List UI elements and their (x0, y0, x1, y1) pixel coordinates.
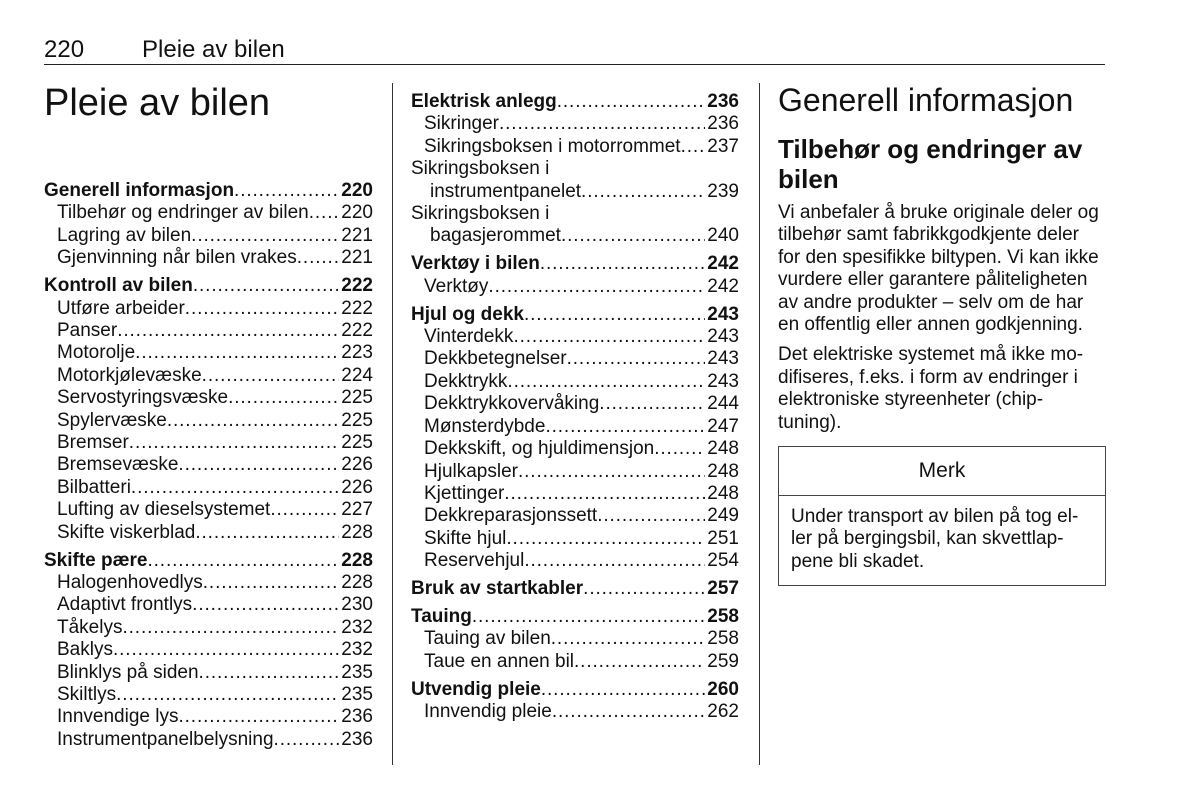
toc-page-number: 230 (341, 594, 373, 616)
toc-entry-label: Mønsterdybde (424, 415, 546, 437)
toc-entry-label: Tåkelys (57, 616, 123, 638)
leader-dots (234, 180, 339, 202)
leader-dots (192, 594, 339, 616)
toc-entry-label: Hjulkapsler (424, 460, 518, 482)
toc-entry-link[interactable] (44, 298, 373, 320)
note-box (778, 446, 1106, 586)
leader-dots (199, 662, 340, 684)
toc-page-number: 249 (707, 505, 739, 527)
leader-dots (472, 606, 705, 628)
toc-entry-label: Bilbatteri (57, 476, 131, 498)
toc-page-number: 236 (707, 91, 739, 112)
toc-entry-label: Kjettinger (424, 482, 505, 504)
toc-entry-continuation (411, 181, 739, 203)
toc-page-number: 254 (707, 550, 739, 572)
toc-group (411, 578, 739, 600)
toc-page-number: 258 (707, 628, 739, 650)
toc-page-number: 235 (341, 683, 373, 705)
toc-entry-link[interactable] (411, 136, 739, 158)
leader-dots (524, 304, 705, 326)
toc-entry-label: Vinterdekk (424, 326, 514, 348)
toc-entry-label: Blinklys på siden (57, 661, 199, 683)
toc-chapter-label: Hjul og dekk (411, 303, 524, 325)
running-title: Pleie av bilen (142, 36, 285, 63)
leader-dots (202, 365, 340, 387)
toc-entry-link[interactable] (44, 365, 373, 387)
toc-chapter-link[interactable] (411, 679, 739, 701)
toc-entry-label: Instrumentpanelbelysning (57, 728, 274, 750)
toc-chapter-label: Elektrisk anlegg (411, 91, 557, 112)
toc-page-number: 247 (707, 415, 739, 437)
toc-entry-label: Panser (57, 319, 118, 341)
toc-entry-link[interactable] (411, 348, 739, 370)
leader-dots (524, 550, 705, 572)
leader-dots (561, 225, 705, 247)
toc-entry-link[interactable] (44, 320, 373, 342)
toc-page-number: 239 (707, 180, 739, 202)
toc-page-number: 257 (707, 578, 739, 600)
toc-entry-link[interactable] (44, 729, 373, 751)
toc-page-number: 235 (341, 661, 373, 683)
toc-entry-label: Skifte viskerblad (57, 521, 196, 543)
leader-dots (193, 275, 339, 297)
toc-entry-link[interactable] (411, 276, 739, 298)
toc-entry-link[interactable] (411, 628, 739, 650)
leader-dots (178, 454, 339, 476)
toc-page-number: 228 (341, 521, 373, 543)
toc-page-number: 258 (707, 605, 739, 627)
toc-entry-label: Dekkbetegnelser (424, 348, 567, 370)
toc-entry-label: Motorkjølevæske (57, 364, 202, 386)
toc-entry-link[interactable] (411, 158, 739, 203)
toc-entry-link[interactable] (44, 202, 373, 224)
toc-entry-label: Innvendige lys (57, 706, 179, 728)
toc-page-number: 248 (707, 438, 739, 460)
toc-entry-link[interactable] (44, 432, 373, 454)
leader-dots (551, 628, 706, 650)
toc-entry-link[interactable] (44, 662, 373, 684)
toc-page-number: 251 (707, 527, 739, 549)
toc-entry-label: Baklys (57, 639, 113, 661)
toc-entry-link[interactable] (44, 522, 373, 544)
toc-entry-label: Lagring av bilen (57, 224, 192, 246)
toc-entry-label: Sikringer (424, 113, 499, 135)
toc-group (411, 606, 739, 673)
toc-page-number: 222 (341, 297, 373, 319)
toc-entry-link[interactable] (411, 416, 739, 438)
toc-entry-label: Lufting av dieselsystemet (57, 499, 271, 521)
leader-dots (545, 416, 705, 438)
toc-entry-link[interactable] (411, 701, 739, 723)
leader-dots (203, 572, 340, 594)
toc-page-number: 242 (707, 253, 739, 275)
section-title: Generell informasjon (778, 82, 1074, 118)
leader-dots (178, 706, 339, 728)
toc-entry-label: Reservehjul (424, 550, 525, 572)
leader-dots (135, 342, 339, 364)
toc-entry-label: Bremsevæske (57, 454, 179, 476)
leader-dots (131, 477, 339, 499)
toc-page-number: 240 (707, 225, 739, 247)
toc-chapter-label: Kontroll av bilen (44, 275, 193, 297)
toc-entry-label: Motorolje (57, 342, 136, 364)
toc-entry-link[interactable] (44, 594, 373, 616)
leader-dots (540, 253, 705, 275)
toc-page-number: 244 (707, 393, 739, 415)
toc-entry-link[interactable] (411, 326, 739, 348)
toc-entry-label: Utføre arbeider (57, 297, 185, 319)
toc-entry-link[interactable] (411, 461, 739, 483)
column-divider (759, 83, 760, 765)
leader-dots (541, 679, 705, 701)
toc-page-number: 243 (707, 370, 739, 392)
leader-dots (129, 432, 340, 454)
toc-entry-link[interactable] (44, 247, 373, 269)
toc-entry-link[interactable] (44, 454, 373, 476)
toc-chapter-link[interactable] (411, 91, 739, 113)
toc-page-number: 243 (707, 348, 739, 370)
toc-page-number: 228 (341, 549, 373, 571)
leader-dots (597, 505, 705, 527)
toc-page-number: 248 (707, 460, 739, 482)
leader-dots (681, 136, 706, 158)
toc-page-number: 220 (341, 180, 373, 201)
toc-entry-link[interactable] (411, 505, 739, 527)
toc-page-number: 222 (341, 275, 373, 297)
toc-page-number: 260 (707, 678, 739, 700)
toc-chapter-link[interactable] (411, 606, 739, 628)
toc-entry-label: Verktøy (424, 275, 489, 297)
toc-group (411, 253, 739, 298)
toc-page-number: 225 (341, 409, 373, 431)
leader-dots (552, 701, 705, 723)
leader-dots (654, 438, 705, 460)
toc-page-number: 236 (707, 113, 739, 135)
toc-entry-link[interactable] (411, 550, 739, 572)
leader-dots (504, 483, 705, 505)
toc-entry-label: instrumentpanelet (430, 180, 582, 202)
toc-group (44, 180, 373, 270)
toc-page-number: 221 (341, 224, 373, 246)
toc-entry-label (411, 203, 739, 225)
toc-chapter-link[interactable] (411, 304, 739, 326)
body-paragraph: Vi anbefaler å bruke originale deler og tilbehør samt fabrikkgodkjente deler for den spesifikke biltypen. Vi kan ikke vurdere eller garantere påliteligheten av andre produkter – selv om de har en offentlig eller annen godkjenning. (778, 202, 1099, 336)
toc-group (44, 550, 373, 752)
note-text: Under transport av bilen på tog el- ler på bergingsbil, kan skvettlap- pene bli skadet. (791, 506, 1079, 572)
leader-dots (583, 578, 705, 600)
leader-dots (116, 684, 339, 706)
toc-entry-link[interactable] (411, 438, 739, 460)
toc-entry-label: Halogenhovedlys (57, 571, 203, 593)
toc-entry-label: Spylervæske (57, 409, 167, 431)
toc-page-number: 226 (341, 476, 373, 498)
subsection-title: Tilbehør og endringer av bilen (778, 134, 1083, 194)
chapter-title: Pleie av bilen (44, 82, 271, 124)
toc-entry-link[interactable] (411, 528, 739, 550)
toc-entry-link[interactable] (44, 410, 373, 432)
toc-page-number: 224 (341, 364, 373, 386)
toc-page-number: 228 (341, 571, 373, 593)
toc-page-number: 220 (341, 202, 373, 224)
toc-entry-label: Bremser (57, 431, 129, 453)
toc-entry-label: Taue en annen bil (424, 650, 575, 672)
toc-entry-link[interactable] (411, 651, 739, 673)
leader-dots (574, 651, 705, 673)
toc-page-number: 226 (341, 454, 373, 476)
toc-page-number: 232 (341, 616, 373, 638)
toc-chapter-label: Bruk av startkabler (411, 578, 584, 600)
toc-entry-label: Tilbehør og endringer av bilen (57, 202, 309, 224)
toc-chapter-label: Verktøy i bilen (411, 253, 540, 275)
toc-page-number: 248 (707, 482, 739, 504)
toc-entry-label: Skiltlys (57, 683, 117, 705)
toc-entry-label: Dekktrykkovervåking (424, 393, 600, 415)
toc-entry-link[interactable] (411, 393, 739, 415)
toc-entry-link[interactable] (411, 483, 739, 505)
body-paragraph: Det elektriske systemet må ikke mo- difiseres, f.eks. i form av endringer i elektroniske styreenheter (chip- tuning). (778, 344, 1084, 433)
toc-entry-link[interactable] (44, 387, 373, 409)
toc-page-number: 232 (341, 639, 373, 661)
toc-page-number: 221 (341, 247, 373, 269)
toc-page-number: 242 (707, 275, 739, 297)
toc-chapter-link[interactable] (44, 275, 373, 297)
leader-dots (499, 113, 705, 135)
leader-dots (191, 225, 339, 247)
page-number: 220 (44, 36, 85, 63)
leader-dots (195, 522, 339, 544)
toc-chapter-label: Tauing (411, 605, 472, 627)
toc-chapter-label: Utvendig pleie (411, 678, 541, 700)
toc-page-number: 243 (707, 326, 739, 348)
leader-dots (599, 393, 705, 415)
leader-dots (567, 348, 706, 370)
toc-page-number: 262 (707, 701, 739, 723)
toc-page-number: 236 (341, 706, 373, 728)
toc-entry-link[interactable] (44, 477, 373, 499)
leader-dots (274, 729, 340, 751)
note-heading: Merk (779, 447, 1105, 496)
toc-chapter-label: Generell informasjon (44, 180, 235, 201)
toc-entry-label: Dekkskift, og hjuldimensjon (424, 438, 655, 460)
toc-left-column (44, 180, 373, 757)
toc-entry-link[interactable] (411, 203, 739, 248)
toc-page-number: 236 (341, 728, 373, 750)
leader-dots (507, 371, 705, 393)
toc-entry-label: Sikringsboksen i (411, 158, 550, 180)
leader-dots (488, 276, 705, 298)
toc-entry-link[interactable] (44, 706, 373, 728)
leader-dots (518, 461, 705, 483)
leader-dots (513, 326, 705, 348)
column-divider (392, 83, 393, 765)
toc-entry-label (411, 158, 739, 180)
leader-dots (167, 410, 339, 432)
toc-entry-link[interactable] (44, 572, 373, 594)
content-column (778, 80, 1106, 586)
toc-group (44, 275, 373, 544)
toc-entry-label: Tauing av bilen (424, 628, 551, 650)
toc-group (411, 91, 739, 248)
toc-chapter-link[interactable] (411, 253, 739, 275)
toc-entry-link[interactable] (44, 342, 373, 364)
page-header (44, 34, 1105, 65)
toc-entry-label: Skifte hjul (424, 527, 507, 549)
toc-entry-link[interactable] (411, 113, 739, 135)
toc-entry-label: Innvendig pleie (424, 701, 552, 723)
toc-page-number: 222 (341, 319, 373, 341)
toc-entry-label: Dekkreparasjonssett (424, 505, 598, 527)
leader-dots (297, 247, 340, 269)
toc-entry-link[interactable] (411, 371, 739, 393)
leader-dots (581, 181, 705, 203)
toc-page-number: 227 (341, 499, 373, 521)
toc-entry-link[interactable] (44, 684, 373, 706)
toc-group (411, 679, 739, 724)
toc-page-number: 237 (707, 135, 739, 157)
toc-entry-continuation (411, 225, 739, 247)
leader-dots (122, 617, 339, 639)
toc-entry-link[interactable] (44, 225, 373, 247)
toc-middle-column (411, 91, 739, 729)
toc-entry-label: Servostyringsvæske (57, 387, 229, 409)
toc-group (411, 304, 739, 573)
leader-dots (506, 528, 705, 550)
toc-entry-label: Adaptivt frontlys (57, 594, 193, 616)
toc-chapter-link[interactable] (411, 578, 739, 600)
toc-page-number: 243 (707, 303, 739, 325)
leader-dots (117, 320, 339, 342)
leader-dots (309, 202, 340, 224)
leader-dots (185, 298, 340, 320)
toc-chapter-link[interactable] (44, 550, 373, 572)
leader-dots (147, 550, 339, 572)
toc-entry-label: bagasjerommet (430, 225, 561, 247)
leader-dots (228, 387, 339, 409)
leader-dots (557, 91, 706, 113)
toc-page-number: 259 (707, 650, 739, 672)
toc-entry-link[interactable] (44, 499, 373, 521)
toc-entry-label: Sikringsboksen i (411, 203, 550, 225)
toc-entry-label: Sikringsboksen i motorrommet (424, 135, 681, 157)
leader-dots (113, 639, 339, 661)
toc-entry-label: Gjenvinning når bilen vrakes (57, 247, 297, 269)
toc-chapter-link[interactable] (44, 180, 373, 202)
toc-page-number: 225 (341, 431, 373, 453)
toc-page-number: 223 (341, 342, 373, 364)
toc-entry-link[interactable] (44, 617, 373, 639)
toc-page-number: 225 (341, 387, 373, 409)
leader-dots (270, 499, 339, 521)
toc-chapter-label: Skifte pære (44, 549, 148, 571)
toc-entry-link[interactable] (44, 639, 373, 661)
toc-entry-label: Dekktrykk (424, 370, 508, 392)
